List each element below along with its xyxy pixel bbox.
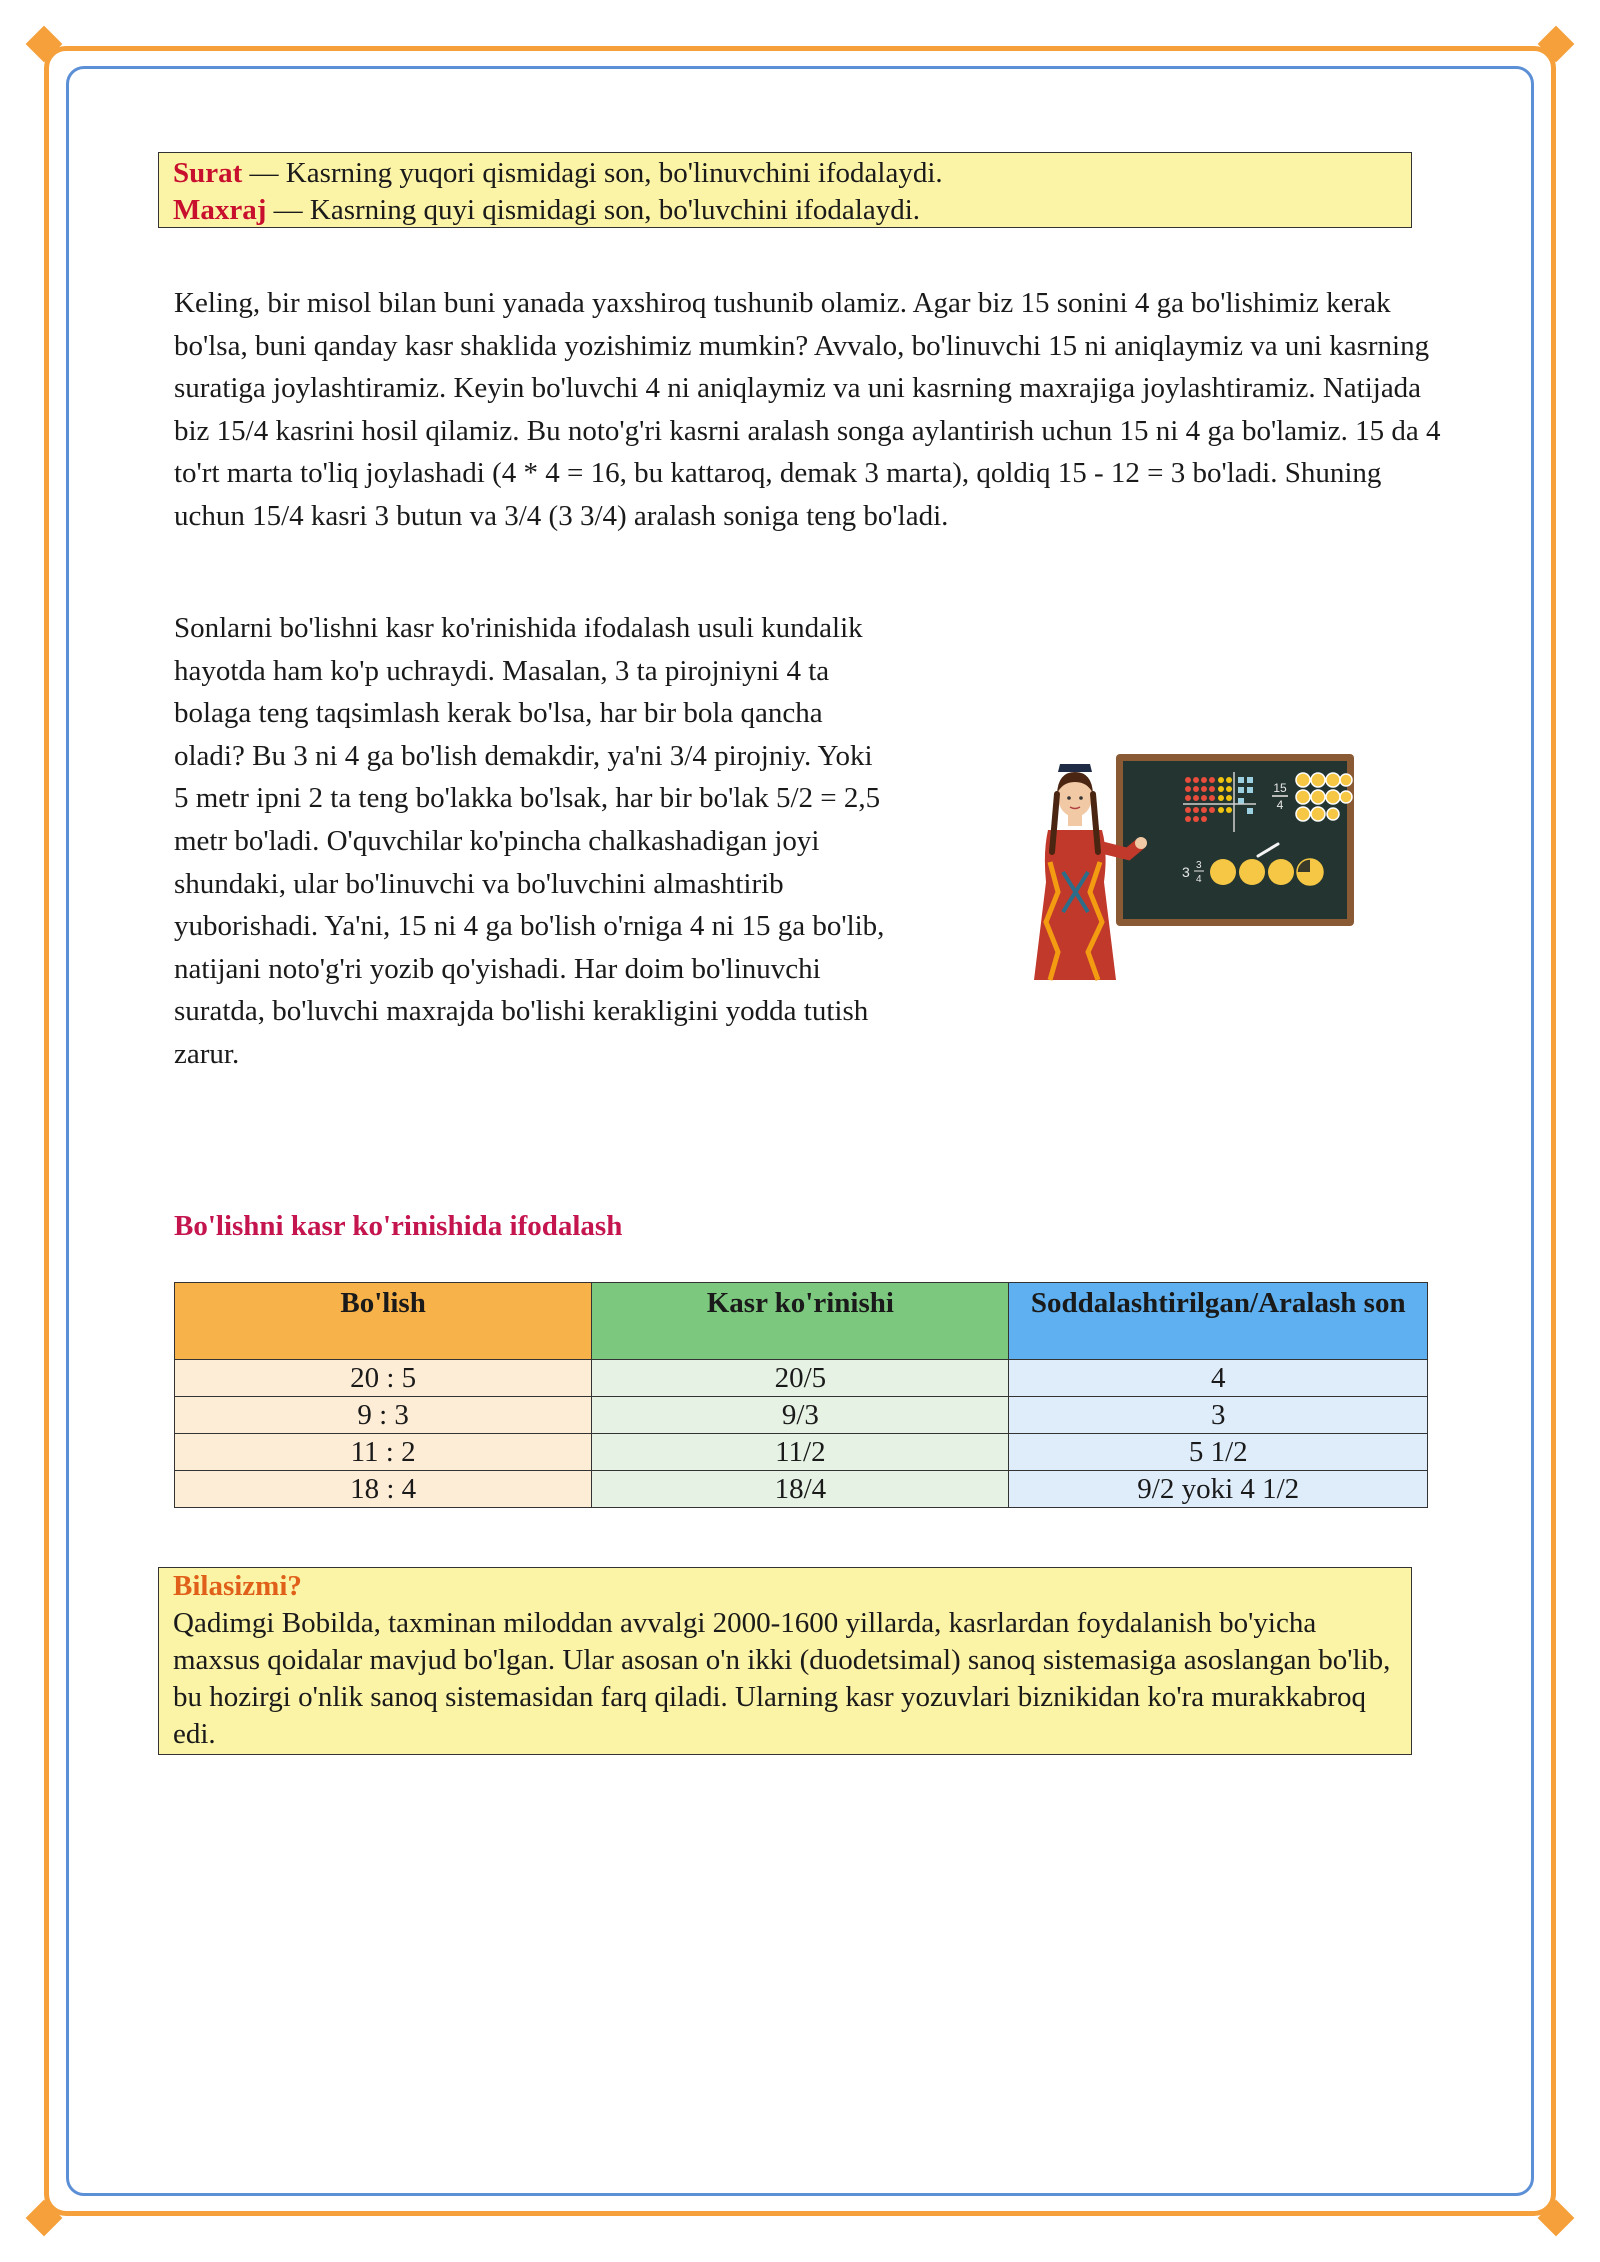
daily-life-paragraph: Sonlarni bo'lishni kasr ko'rinishida ifodalash usuli kundalik hayotda ham ko'p uchraydi. Masalan, 3 ta pirojniyni 4 ta bolaga teng taqsimlash kerak bo'lsa, har bir bola qancha oladi? Bu 3 ni 4 ga bo'lish demakdir, ya'ni 3/4 pirojniy. Yoki 5 metr ipni 2 ta teng bo'lakka bo'lsak, har bir bo'lak 5/2 = 2,5 metr bo'ladi. O'quvchilar ko'pincha chalkashadigan joyi shundaki, ular bo'linuvchi va bo'luvchini almashtirib yuborishadi. Ya'ni, 15 ni 4 ga bo'lish o'rniga 4 ni 15 ga bo'lib, natijani noto'g'ri yozib qo'yishadi. Har doim bo'linuvchi suratda, bo'luvchi maxrajda bo'lishi kerakligini yodda tutish zarur. <box>174 612 885 1070</box>
cell-division: 9 : 3 <box>175 1397 592 1434</box>
mixed-whole: 3 <box>1182 864 1190 880</box>
table-row <box>175 1471 1428 1508</box>
cell-fraction: 18/4 <box>592 1471 1009 1508</box>
table-header-row <box>175 1283 1428 1360</box>
example-paragraph: Keling, bir misol bilan buni yanada yaxshiroq tushunib olamiz. Agar biz 15 sonini 4 ga bo'lishimiz kerak bo'lsa, buni qanday kasr shaklida yozishimiz mumkin? Avvalo, bo'linuvchi 15 ni aniqlaymiz va uni kasrning suratiga joylashtiramiz. Keyin bo'luvchi 4 ni aniqlaymiz va uni kasrning maxrajiga joylashtiramiz. Natijada biz 15/4 kasrini hosil qilamiz. Bu noto'g'ri kasrni aralash songa aylantirish uchun 15 ni 4 ga bo'lamiz. 15 da 4 to'rt marta to'liq joylashadi (4 * 4 = 16, bu kattaroq, demak 3 marta), qoldiq 15 - 12 = 3 bo'ladi. Shuning uchun 15/4 kasri 3 butun va 3/4 (3 3/4) aralash soniga teng bo'ladi. <box>174 287 1441 532</box>
cell-simplified: 9/2 yoki 4 1/2 <box>1009 1471 1428 1508</box>
cell-division: 18 : 4 <box>175 1471 592 1508</box>
teacher-blackboard-illustration <box>1028 752 1358 992</box>
definition-surat <box>173 155 1397 192</box>
board-fraction-numerator: 15 <box>1273 781 1287 795</box>
term-maxraj: Maxraj <box>173 194 267 226</box>
header-soddalashtirilgan: Soddalashtirilgan/Aralash son <box>1009 1283 1428 1360</box>
cell-simplified: 5 1/2 <box>1009 1434 1428 1471</box>
cell-fraction: 20/5 <box>592 1360 1009 1397</box>
table-title: Bo'lishni kasr ko'rinishida ifodalash <box>174 1210 623 1242</box>
table-row <box>175 1360 1428 1397</box>
table-row <box>175 1434 1428 1471</box>
header-bolish: Bo'lish <box>175 1283 592 1360</box>
fact-text: Qadimgi Bobilda, taxminan miloddan avvalgi 2000-1600 yillarda, kasrlardan foydalanish bo'yicha maxsus qoidalar mavjud bo'lgan. Ular asosan o'n ikki (duodetsimal) sanoq sistemasiga asoslangan bo'lib, bu hozirgi o'nlik sanoq sistemasidan farq qiladi. Ularning kasr yozuvlari biznikidan ko'ra murakkabroq edi. <box>173 1607 1391 1750</box>
cell-simplified: 4 <box>1009 1360 1428 1397</box>
mixed-numerator: 3 <box>1196 860 1202 871</box>
cell-division: 20 : 5 <box>175 1360 592 1397</box>
header-kasr: Kasr ko'rinishi <box>592 1283 1009 1360</box>
fact-title: Bilasizmi? <box>173 1570 302 1602</box>
division-fraction-table <box>174 1282 1428 1508</box>
table-row <box>175 1397 1428 1434</box>
fact-box <box>158 1567 1412 1755</box>
definitions-box <box>158 152 1412 228</box>
cell-division: 11 : 2 <box>175 1434 592 1471</box>
definition-surat-text: — Kasrning yuqori qismidagi son, bo'linuvchini ifodalaydi. <box>242 157 943 189</box>
cell-fraction: 11/2 <box>592 1434 1009 1471</box>
cell-fraction: 9/3 <box>592 1397 1009 1434</box>
term-surat: Surat <box>173 157 243 189</box>
board-fraction-denominator: 4 <box>1276 798 1284 812</box>
cell-simplified: 3 <box>1009 1397 1428 1434</box>
mixed-denominator: 4 <box>1196 874 1202 885</box>
definition-maxraj <box>173 192 1397 229</box>
definition-maxraj-text: — Kasrning quyi qismidagi son, bo'luvchini ifodalaydi. <box>266 194 921 226</box>
